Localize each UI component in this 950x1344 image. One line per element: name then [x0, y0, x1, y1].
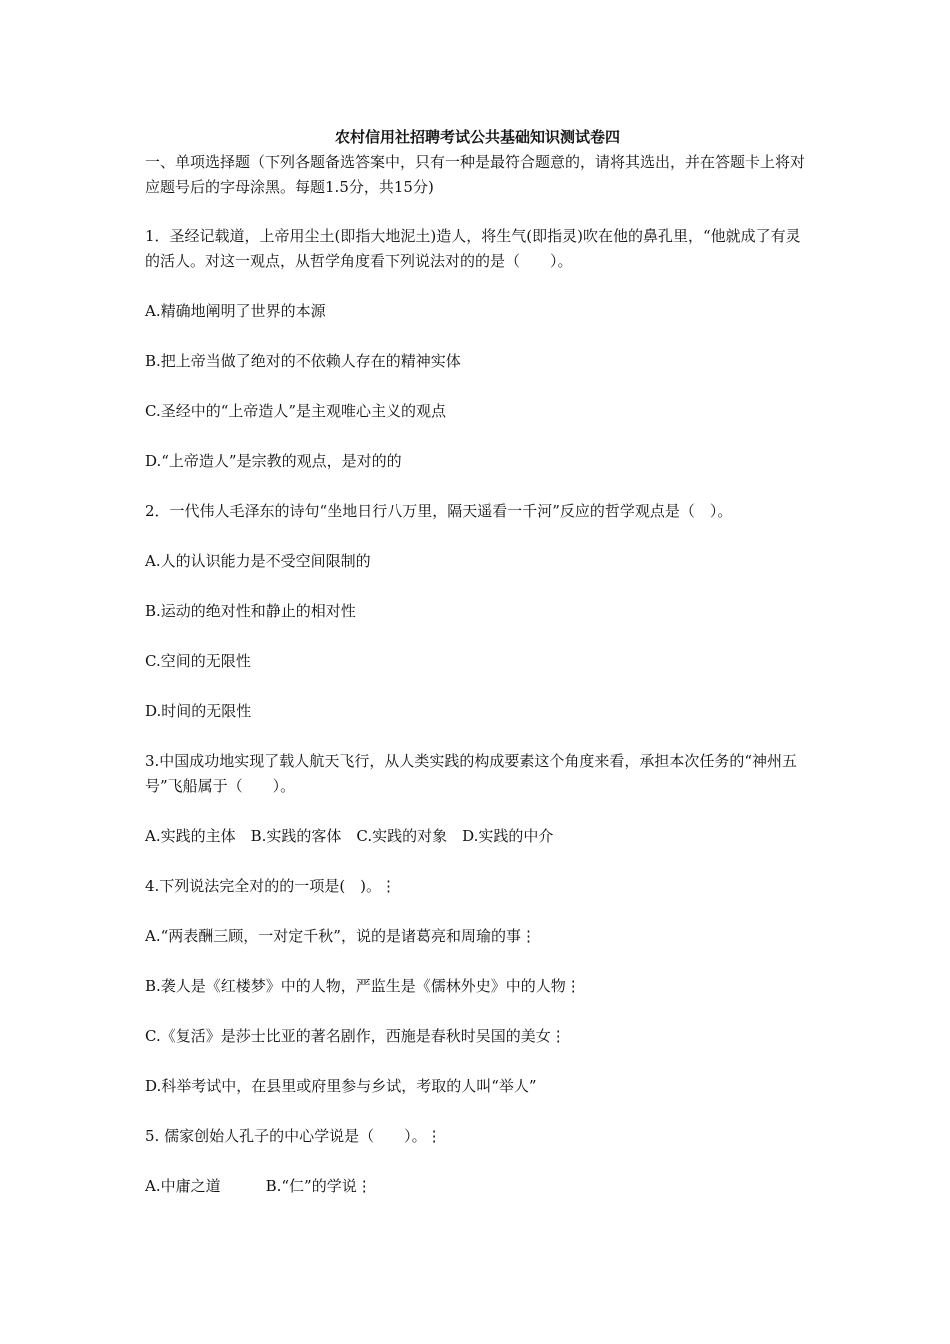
question-1-option-d: D.“上帝造人”是宗教的观点，是对的的 — [145, 452, 402, 470]
question-3-stem: 3.中国成功地实现了载人航天飞行，从人类实践的构成要素这个角度来看，承担本次任务的“神州五号”飞船属于（ ）。 — [145, 752, 797, 795]
question-2-option-a: A.人的认识能力是不受空间限制的 — [145, 552, 371, 570]
question-1-stem: 1．圣经记载道，上帝用尘土(即指大地泥土)造人，将生气(即指灵)吹在他的鼻孔里，“他就成了有灵的活人。对这一观点，从哲学角度看下列说法对的的是（ ）。 — [145, 227, 801, 270]
section-heading: 一、单项选择题（下列各题备选答案中，只有一种是最符合题意的，请将其选出，并在答题卡上将对应题号后的字母涂黑。每题1.5分，共15分) — [145, 153, 806, 196]
document-title: 农村信用社招聘考试公共基础知识测试卷四 — [334, 128, 620, 146]
question-2-option-c: C.空间的无限性 — [145, 652, 251, 670]
document-body — [145, 125, 810, 1224]
question-4-option-b: B.袭人是《红楼梦》中的人物，严监生是《儒林外史》中的人物⋮ — [145, 977, 581, 995]
question-4-option-d: D.科举考试中，在县里或府里参与乡试，考取的人叫“举人” — [145, 1077, 537, 1095]
question-1-option-b: B.把上帝当做了绝对的不依赖人存在的精神实体 — [145, 352, 461, 370]
question-2-option-b: B.运动的绝对性和静止的相对性 — [145, 602, 356, 620]
question-1-option-a: A.精确地阐明了世界的本源 — [145, 302, 326, 320]
question-2-stem: 2．一代伟人毛泽东的诗句“坐地日行八万里，隔天遥看一千河”反应的哲学观点是（ ）。 — [145, 502, 733, 520]
question-5-stem: 5. 儒家创始人孔子的中心学说是（ ）。⋮ — [145, 1127, 442, 1145]
question-4-option-a: A.“两表酬三顾，一对定千秋”，说的是诸葛亮和周瑜的事⋮ — [145, 927, 536, 945]
question-4-option-c: C.《复活》是莎士比亚的著名剧作，西施是春秋时吴国的美女⋮ — [145, 1027, 566, 1045]
question-2-option-d: D.时间的无限性 — [145, 702, 252, 720]
question-5-options: A.中庸之道 B.“仁”的学说⋮ — [145, 1177, 372, 1195]
question-1-option-c: C.圣经中的“上帝造人”是主观唯心主义的观点 — [145, 402, 447, 420]
question-3-options: A.实践的主体 B.实践的客体 C.实践的对象 D.实践的中介 — [145, 827, 554, 845]
question-4-stem: 4.下列说法完全对的的一项是( )。⋮ — [145, 877, 397, 895]
